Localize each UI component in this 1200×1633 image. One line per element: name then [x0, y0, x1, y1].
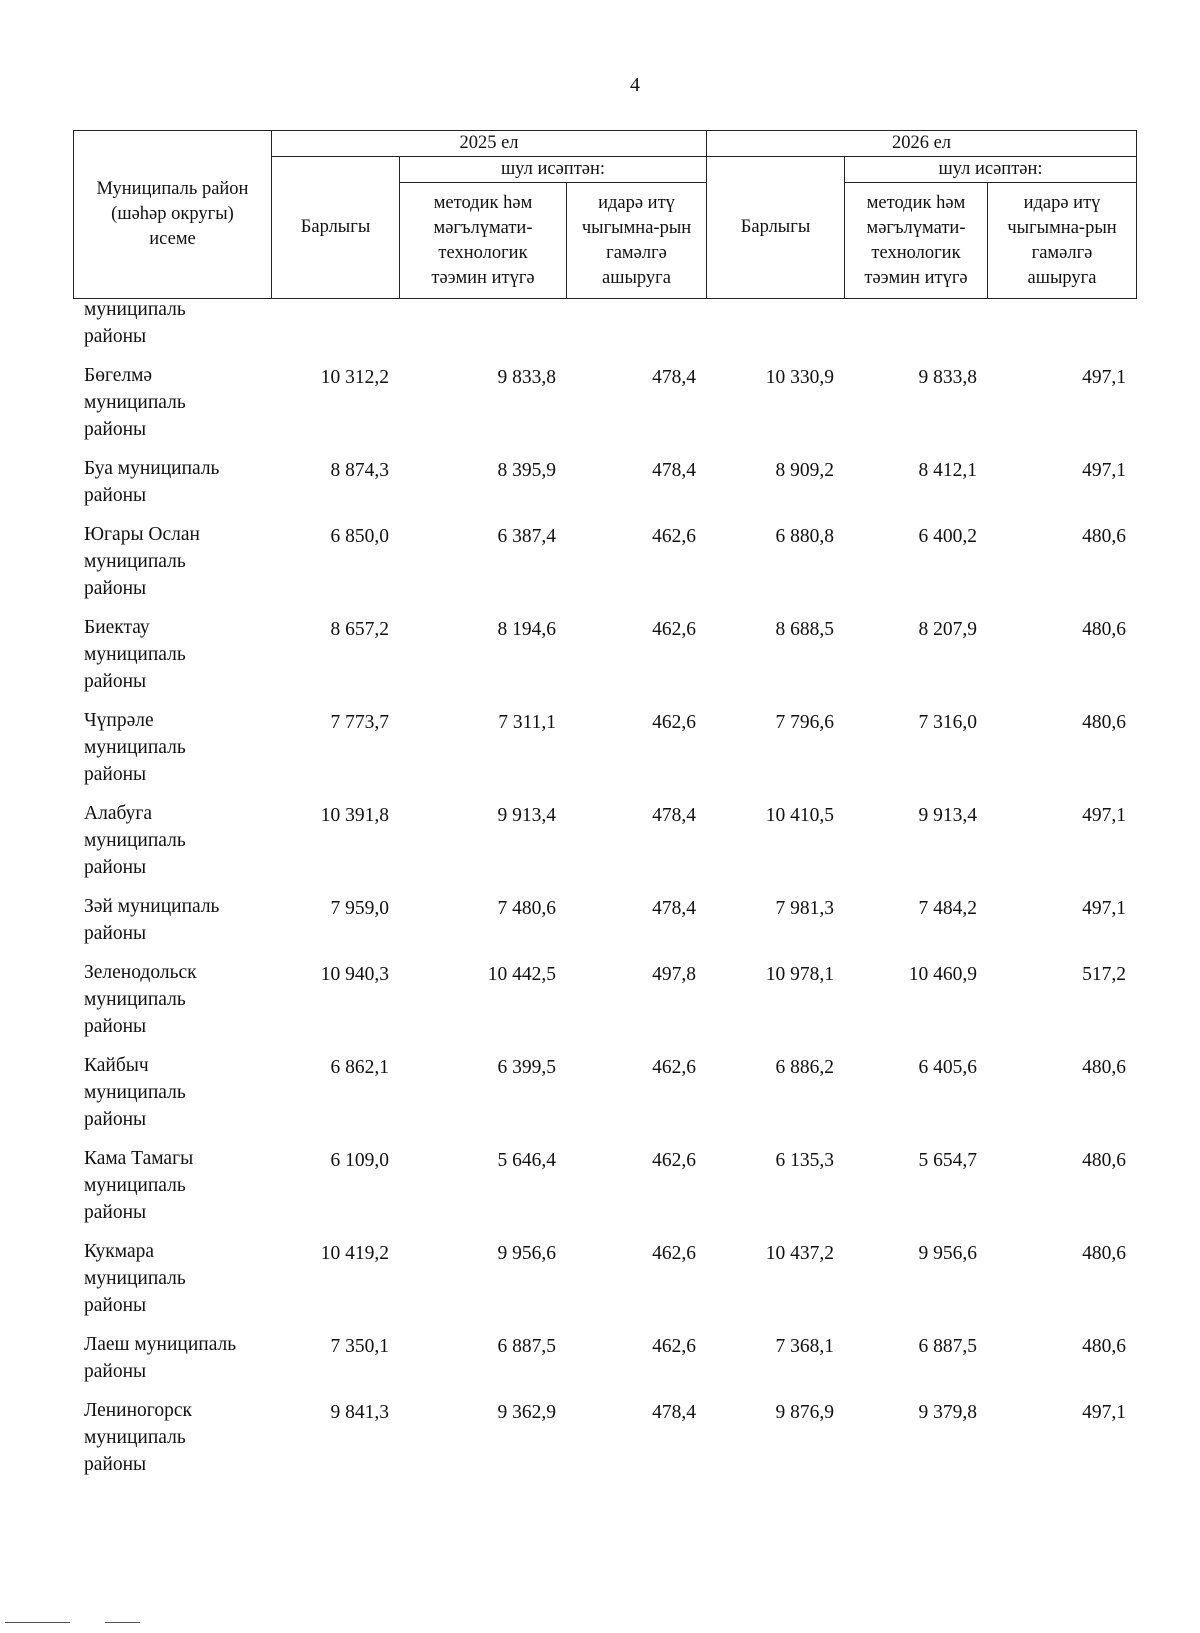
value-methodical-2025: 10 442,5 — [487, 964, 556, 985]
value-admin-2026: 480,6 — [1082, 1150, 1126, 1171]
table-row — [73, 521, 1136, 614]
header-total-2025: Барлыгы — [272, 157, 400, 299]
table-header — [73, 130, 1137, 299]
district-name: Лаеш муниципаль районы — [84, 1334, 237, 1382]
table-row — [73, 1145, 1136, 1238]
value-methodical-2026: 9 379,8 — [918, 1402, 977, 1423]
header-total-2026: Барлыгы — [707, 157, 845, 299]
value-total-2026: 8 909,2 — [775, 460, 834, 481]
header-admin-2025: идарә итү чыгымна-рын гамәлгә ашыруга — [567, 183, 707, 299]
value-methodical-2025: 5 646,4 — [497, 1150, 556, 1171]
table-row — [73, 800, 1136, 893]
district-name: Кайбыч муниципаль районы — [84, 1055, 186, 1130]
value-admin-2026: 497,1 — [1082, 1402, 1126, 1423]
value-methodical-2026: 10 460,9 — [908, 964, 977, 985]
value-methodical-2026: 6 405,6 — [918, 1057, 977, 1078]
value-admin-2026: 480,6 — [1082, 1243, 1126, 1264]
value-methodical-2025: 8 194,6 — [497, 619, 556, 640]
value-methodical-2026: 8 207,9 — [918, 619, 977, 640]
value-methodical-2026: 5 654,7 — [918, 1150, 977, 1171]
header-year-2026: 2026 ел — [707, 131, 1137, 157]
value-admin-2026: 497,1 — [1082, 898, 1126, 919]
district-name: Кукмара муниципаль районы — [84, 1241, 186, 1316]
table-row — [73, 1238, 1136, 1331]
table-row — [73, 707, 1136, 800]
header-year-2025: 2025 ел — [272, 131, 707, 157]
value-total-2026: 10 437,2 — [765, 1243, 834, 1264]
page-number: 4 — [630, 74, 640, 96]
value-total-2025: 10 940,3 — [320, 964, 389, 985]
table-row — [73, 893, 1136, 959]
value-methodical-2026: 6 887,5 — [918, 1336, 977, 1357]
value-total-2026: 7 796,6 — [775, 712, 834, 733]
value-methodical-2025: 9 956,6 — [497, 1243, 556, 1264]
value-admin-2025: 462,6 — [652, 619, 696, 640]
value-methodical-2026: 9 833,8 — [918, 367, 977, 388]
value-total-2025: 7 350,1 — [330, 1336, 389, 1357]
footer-rule — [5, 1622, 70, 1623]
value-total-2025: 6 850,0 — [330, 526, 389, 547]
value-methodical-2026: 8 412,1 — [918, 460, 977, 481]
value-admin-2025: 478,4 — [652, 367, 696, 388]
value-methodical-2025: 9 913,4 — [497, 805, 556, 826]
value-total-2025: 7 959,0 — [330, 898, 389, 919]
value-admin-2026: 480,6 — [1082, 1057, 1126, 1078]
district-name: Кама Тамагы муниципаль районы — [84, 1148, 194, 1223]
header-name-column: Муниципаль район (шәһәр округы) исеме — [74, 131, 272, 299]
value-total-2025: 10 391,8 — [320, 805, 389, 826]
value-admin-2025: 462,6 — [652, 1150, 696, 1171]
value-admin-2025: 478,4 — [652, 460, 696, 481]
table-row — [73, 1397, 1136, 1490]
header-methodical-2025: методик һәм мәгълүмати-технологик тәэмин итүгә — [400, 183, 567, 299]
table-row — [73, 1052, 1136, 1145]
value-total-2026: 9 876,9 — [775, 1402, 834, 1423]
value-admin-2025: 497,8 — [652, 964, 696, 985]
value-total-2026: 6 135,3 — [775, 1150, 834, 1171]
value-total-2025: 8 657,2 — [330, 619, 389, 640]
value-total-2025: 8 874,3 — [330, 460, 389, 481]
table-row — [73, 362, 1136, 455]
value-methodical-2025: 8 395,9 — [497, 460, 556, 481]
value-total-2026: 8 688,5 — [775, 619, 834, 640]
value-total-2025: 10 312,2 — [320, 367, 389, 388]
value-total-2026: 7 368,1 — [775, 1336, 834, 1357]
value-total-2025: 6 862,1 — [330, 1057, 389, 1078]
header-methodical-2026: методик һәм мәгълүмати-технологик тәэмин итүгә — [845, 183, 988, 299]
value-total-2026: 7 981,3 — [775, 898, 834, 919]
value-admin-2026: 497,1 — [1082, 460, 1126, 481]
value-admin-2026: 480,6 — [1082, 712, 1126, 733]
value-methodical-2025: 9 833,8 — [497, 367, 556, 388]
table-row — [73, 614, 1136, 707]
value-admin-2026: 497,1 — [1082, 367, 1126, 388]
district-name: Чүпрәле муниципаль районы — [84, 710, 186, 785]
value-total-2026: 10 330,9 — [765, 367, 834, 388]
district-name: Бөгелмә муниципаль районы — [84, 365, 186, 440]
district-name: Зәй муниципаль районы — [84, 896, 220, 944]
value-admin-2026: 497,1 — [1082, 805, 1126, 826]
value-methodical-2026: 7 316,0 — [918, 712, 977, 733]
value-methodical-2025: 6 887,5 — [497, 1336, 556, 1357]
value-total-2026: 6 880,8 — [775, 526, 834, 547]
header-admin-2026: идарә итү чыгымна-рын гамәлгә ашыруга — [988, 183, 1137, 299]
district-name: Лениногорск муниципаль районы — [84, 1400, 192, 1475]
value-admin-2026: 480,6 — [1082, 619, 1126, 640]
value-admin-2025: 462,6 — [652, 712, 696, 733]
continuation-label: муниципаль районы — [84, 299, 186, 347]
value-methodical-2025: 9 362,9 — [497, 1402, 556, 1423]
value-methodical-2025: 6 399,5 — [497, 1057, 556, 1078]
value-total-2026: 10 978,1 — [765, 964, 834, 985]
value-admin-2026: 480,6 — [1082, 1336, 1126, 1357]
value-methodical-2026: 9 956,6 — [918, 1243, 977, 1264]
value-methodical-2026: 7 484,2 — [918, 898, 977, 919]
value-methodical-2026: 6 400,2 — [918, 526, 977, 547]
header-of-which-2025: шул исәптән: — [400, 157, 707, 183]
value-admin-2025: 478,4 — [652, 898, 696, 919]
header-of-which-2026: шул исәптән: — [845, 157, 1137, 183]
value-admin-2025: 462,6 — [652, 1336, 696, 1357]
value-total-2025: 7 773,7 — [330, 712, 389, 733]
value-total-2025: 10 419,2 — [320, 1243, 389, 1264]
value-total-2025: 9 841,3 — [330, 1402, 389, 1423]
value-admin-2025: 462,6 — [652, 526, 696, 547]
value-admin-2025: 462,6 — [652, 1057, 696, 1078]
table-row — [73, 455, 1136, 521]
table-row — [73, 1331, 1136, 1397]
value-methodical-2025: 6 387,4 — [497, 526, 556, 547]
table-row — [73, 959, 1136, 1052]
value-total-2026: 6 886,2 — [775, 1057, 834, 1078]
value-admin-2026: 480,6 — [1082, 526, 1126, 547]
value-admin-2026: 517,2 — [1082, 964, 1126, 985]
value-methodical-2025: 7 480,6 — [497, 898, 556, 919]
value-admin-2025: 462,6 — [652, 1243, 696, 1264]
value-admin-2025: 478,4 — [652, 1402, 696, 1423]
value-admin-2025: 478,4 — [652, 805, 696, 826]
value-methodical-2025: 7 311,1 — [498, 712, 556, 733]
district-name: Буа муниципаль районы — [84, 458, 220, 506]
footer-rule — [105, 1622, 140, 1623]
value-methodical-2026: 9 913,4 — [918, 805, 977, 826]
district-name: Алабуга муниципаль районы — [84, 803, 186, 878]
district-name: Зеленодольск муниципаль районы — [84, 962, 197, 1037]
value-total-2026: 10 410,5 — [765, 805, 834, 826]
district-name: Биектау муниципаль районы — [84, 617, 186, 692]
data-table — [73, 296, 1136, 1490]
district-name: Югары Ослан муниципаль районы — [84, 524, 200, 599]
value-total-2025: 6 109,0 — [330, 1150, 389, 1171]
